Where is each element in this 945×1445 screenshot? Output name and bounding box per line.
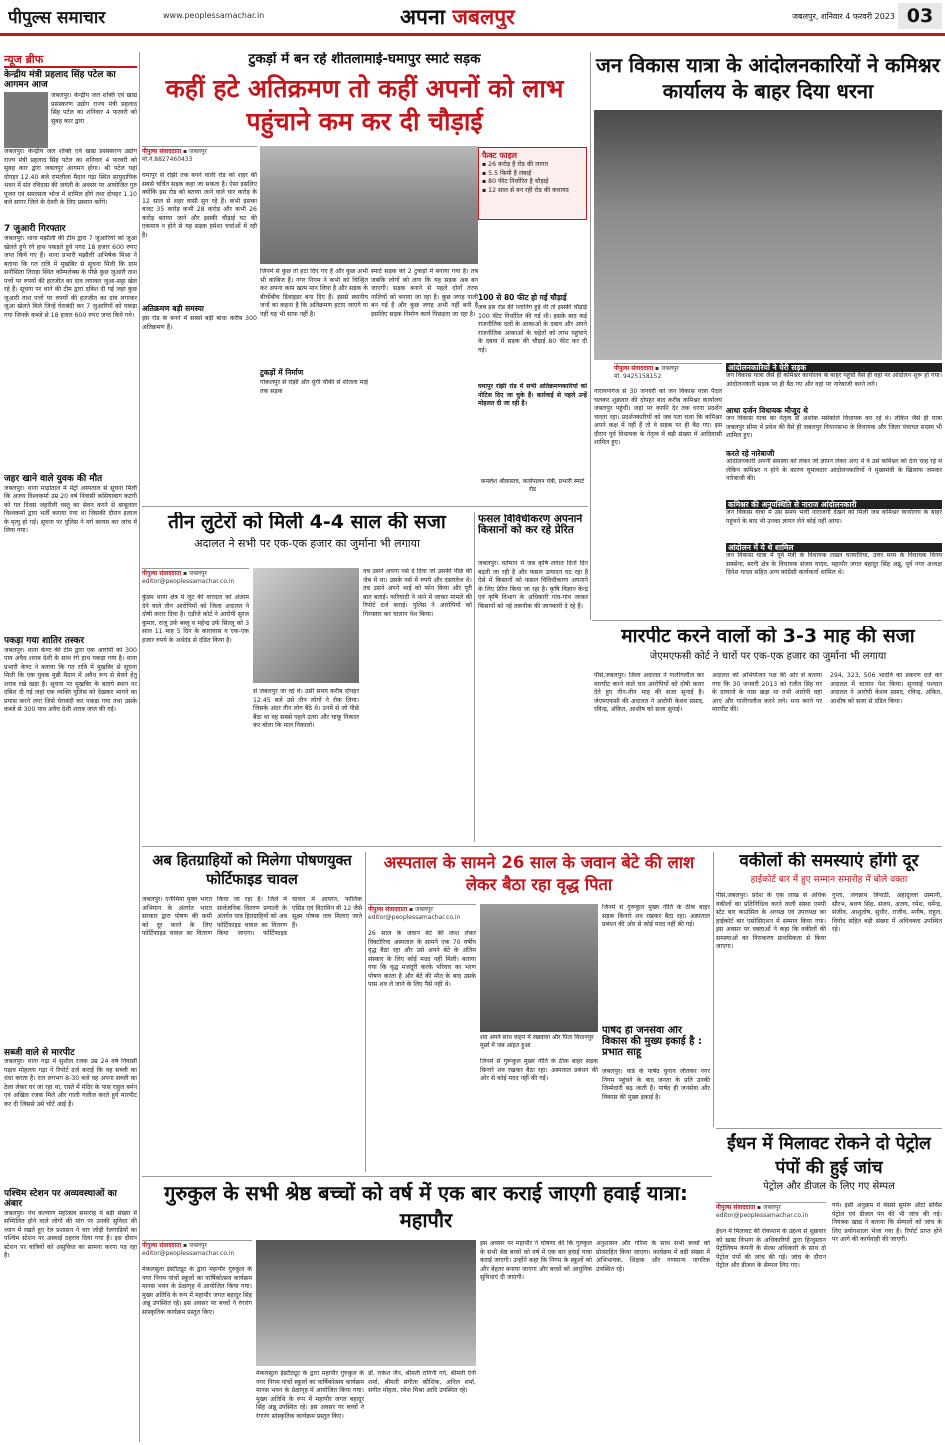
fact-item: ▪ 12 साल से बन रही रोड की कवायद (482, 186, 569, 194)
story-text: पीसं,जबलपुर। जिला अदालत ने गालीगलौज कर मारपीट करने वाले चार आरोपियों को दोषी करार देते हुए तीन-तीन माह की सजा सुनाई है। जेएमएफसी की अदालत ने आरोपी केशव प्रसाद, रविन्द्र, अंकित, आशीष को सजा सुनाई। (594, 672, 704, 713)
story-text: गुप्ता, जगन्नाथ त्रिपाठी, अहादुल्ला उस्मानी, सौरभ, श्रवण सिंह, संजय, अजय, रमेश, धर्मेन्द्र, संजीव, आशुतोष, सुधीर, राजीव, मनीष, राहुल, विनोद सहित बड़ी संख्या में अधिवक्ता उपस्थित रहे। (832, 892, 942, 933)
gavel-image (253, 568, 359, 683)
story-text: जन विकास यात्रा में पूर्व मंत्री के विधायक लखन घनघोरिया, उत्तर मध्य के विधायक विनय सक्सेना, बरगी क्षेत्र के विधायक संजय यादव, महापौर जगत बहादुर सिंह अन्नू, पूर्व नगर अध्यक्ष दिनेश यादव सहित अन्य कांग्रेसी कार्यकर्ता शामिल थे। (726, 552, 942, 576)
photo-caption: शव अपने साथ वाहन में रखवाया और पिता विधानपुर मूर्छा में जब आहत हुआ (480, 1034, 594, 1049)
story-text: जन विकास यात्रा का नेतृत्व डॉ अशोक मर्सकोले विधायक कर रहे थे। लेकिन जैसे ही यात्रा जबलपुर सीमा में प्रवेश की वैसे ही जबलपुर विधानसभा के विधायक और जिला पंचायत सदस्य भी शामिल हुए। (726, 415, 942, 439)
brief-title: पश्चिम स्टेशन पर अव्यवस्थाओं का अंबार (4, 1189, 117, 1210)
story-hospital-father (368, 852, 710, 1174)
story-subhead: पार्षद ही जनसेवा और विकास की मुख्य इकाई है : प्रभात साहू (602, 1026, 702, 1058)
story-byline: पीपुल्स संवाददाता ▪ जबलपुर मो.नं.8827460433 (142, 146, 257, 168)
byline-email[interactable]: editor@peoplessamachar.co.in (142, 1250, 235, 1257)
fact-item: ▪ 80 फीट निर्धारित है चौड़ाई (482, 178, 549, 185)
brief-title: जहर खाने वाले युवक की मौत (4, 474, 103, 485)
story-byline: पीपुल्स संवाददाता ▪ जबलपुर editor@peoplessamachar.co.in (368, 904, 476, 926)
byline-email[interactable]: editor@peoplessamachar.co.in (142, 578, 235, 585)
story-text: स्मार्ट सड़क को 2 टुकड़ों में बनाया गया है। तब जबकि लोगों को लगा कि यह सड़क अब बन जाएगी। सड़क बनाने से पहले दोनों तरफ नालियों को बनाया जा रहा है। कुछ जगह नाली बन गई है और कुछ जगह अभी नहीं बनी है इसलिए सड़क निर्माण कार्य पिछड़ता जा रहा है। (371, 268, 478, 318)
byline-city: जबलपुर (763, 1204, 781, 1211)
story-subhead: आंदोलन में ये थे शामिल (726, 543, 942, 552)
story-headline: जन विकास यात्रा के आंदोलनकारियों ने कमिश्नर कार्यालय के बाहर दिया धरना (596, 53, 940, 103)
story-deck: हाईकोर्ट बार में हुए सम्मान समारोह में बोले वक्ता (750, 875, 908, 885)
brief-title: केन्द्रीय मंत्री प्रहलाद सिंह पटेल का आगमन आज (4, 70, 116, 90)
brief-text-head: जबलपुर। केन्द्रीय जल शक्ति एवं खाद्य प्रसंस्करण उद्योग राज्य मंत्री प्रहलाद सिंह पटेल का शनिवार 4 फरवरी को सुबह कार द्वारा (51, 92, 137, 125)
event-photo (256, 1240, 476, 1366)
story-text: जिनमें से गुरूकुल मुख्य नीति के ठीक बाहर सड़क किनारे शव रखकर बैठा रहा। अस्पताल प्रबंधन की ओर से कोई मदद नहीं की गई। (480, 1058, 598, 1082)
story-text: से जबलपुर जा रहे थे। उसी समय करीब दोपहर 12.45 बजे उसे तीन लोगों ने रोक लिया। जिसके अंदर तीन लोग बैठे थे। उनमें से जो पीछे बैठा था वह सबसे पहले उतरा और चाकू निकाल कर बोला कि माल निकालो। (253, 688, 359, 729)
fact-text: जब इस रोड की प्लानिंग हुई थी तो इसकी चौड़ाई 100 फीट निर्धारित की गई थी। इसके बाद कई राजनीतिक दलों के आकाओं के दबाव और अपने राजनीतिक आकाओं के चहेतों को लाभ पहुंचाने के दबाव में सड़क की चौड़ाई 80 फीट कर दी गई। (478, 304, 587, 354)
fact-item: ▪ 5.5 किमी है लंबाई (482, 169, 532, 177)
story-text: घमापुर से रांझी तक बनने वाली रोड को शहर की सबसे चर्चित सड़क कहा जा सकता है। ऐसा इसलिए क्योंकि इस रोड को बताया जाने वाले चार करोड़ के 12 साल से शहर वासी सुन रहे हैं। कभी इसका बजट 35 करोड़ कभी 28 करोड़ और कभी 26 करोड़ बताया जाने और इसकी चौड़ाई घट की एकमात्र न होने से यह सड़क हमेशा चर्चाओं में रही है। (142, 172, 257, 239)
story-fortified-rice (142, 852, 362, 1174)
story-text: जबलपुर। वार्ड के पार्षद चुनाव जीतकर नगर निगम पहुंचने के बाद जनता के प्रति उनकी जिम्मेदारी बढ़ जाती है। पार्षद ही जनसेवा और विकास की मुख्य इकाई है। (602, 1068, 710, 1101)
story-headline: अस्पताल के सामने 26 साल के जवान बेटे की लाश लेकर बैठा रहा वृद्ध पिता (383, 853, 695, 894)
byline-mobile: मो.नं.8827460433 (142, 156, 193, 163)
brief-text: जबलपुर। थाना केण्ट की टीम द्वारा एक आरोपी को 300 पाव अवैध शराब देशी के साथ रंगे हाथ पकड़ा गया है। थाना प्रभारी केण्ट ने बताया कि गत रात्रि में मुखबिर से सूचना मिली कि एक युवक मुन्नी मैदान में अवैध रूप से बेचने हेतु शराब रखे खड़ा है। सूचना पर मुखबिर के बताये स्थान पर दबिश दी गई जहां एक व्यक्ति पुलिस को देखकर भागने का प्रयास करने लगा जिसे घेराबंदी कर पकड़ा गया तथा उसके कब्जे से 300 पाव अवैध देशी शराब जप्त की गई। (4, 646, 137, 714)
brief-text: जबलपुर। थाना मझौली की टीम द्वारा 7 जुआरियों को जुआ खेलते हुये रंगे हाथ पकड़ते हुये नगद 18 हजार 600 रुपए जप्त किये गए हैं। थाना प्रभारी मझौली अभिषेक मिश्रा ने बताया कि गत रात्रि में मुखबिर से सूचना मिली कि ग्राम सनौसिता तिराहा स्थित कॉम्पलेक्स के पीछे कुछ जुआरी ताश पत्तों पर रुपयों की हारजीत का दाव लगाकर जुआ-सट्टा खेल रहे हैं। सूचना पर थाने की टीम द्वारा दबिश दी गई जहां कुछ जुआरी ताश पत्तों पर रुपयों की हारजीत का दांव लगाकर जुआ खेलते मिले जिन्हें घेराबंदी कर 7 जुआरियों को पकड़ा गया जिनके कब्जे से 18 हजार 600 रुपए जप्त किये गये। (4, 235, 137, 319)
story-headline: वकीलों की समस्याएं होंगी दूर (739, 852, 919, 871)
byline-city: जबलपुर (661, 365, 679, 372)
brief-title: 7 जुआरी गिरफ्तार (4, 224, 66, 235)
section-city: जबलपुर (452, 5, 515, 29)
story-lawyers (716, 852, 942, 1126)
brief-text: जबलपुर। पंच कल्याण महोत्सव समारोह में बड़ी संख्या में सम्मिलित होने वाले लोगों की मांग पर उनकी सुविधा की ध्यान में रखते हुए रेल प्रशासन ने चार जोड़ी रेलगाड़ियों का पश्चिम स्टेशन पर अस्थाई ठहराव दिया गया है। इस दौरान स्टेशन पर यात्रियों को असुविधा का सामना करना पड़ रहा है। (4, 1209, 137, 1260)
protest-photo (594, 110, 942, 360)
story-text: तब उसने अपना पर्स दे दिया जो उसकी पीछे की जेब में था। उसके पर्स में रुपये और दस्तावेज थे। तब उसने अपने भाई को फोन किया और पूरी बात बताई। फरियादी ने थाने में जाकर मामले की रिपोर्ट दर्ज कराई। पुलिस ने आरोपियों को गिरफ्तार कर चालान पेश किया। (363, 568, 472, 618)
story-jan-vikas-yatra (594, 52, 942, 618)
story-subhead: अतिक्रमण बड़ी समस्या (142, 304, 204, 313)
byline-org: पीपुल्स संवाददाता (142, 570, 182, 577)
byline-city: जबलपुर (415, 906, 433, 913)
side-box (726, 363, 942, 613)
byline-city: जबलपुर (189, 570, 207, 577)
story-crop-diversification (478, 514, 588, 840)
story-deck: पेट्रोल और डीजल के लिए गए सेम्पल (763, 1181, 895, 1192)
story-text: इस अवसर पर महापौर ने घोषणा की कि गुरुकुल के सभी श्रेष्ठ बच्चों को वर्ष में एक बार हवाई यात्रा कराई जाएगी। उन्होंने कहा कि निगम के स्कूलों को और बेहतर बनाया जाएगा और बच्चों को आधुनिक सुविधाएं दी जाएंगी। (480, 1240, 592, 1281)
masthead (0, 0, 945, 50)
news-brief-sidebar (4, 52, 137, 1442)
story-text: जबलपुर। एनीमिया मुक्त भारत अभियान के अंतर्गत भारत सरकार द्वारा पोषण की कमी को दूर करने के लिए फोर्टिफाइड चावल का वितरण किया जा रहा है। जिले में सार्वजनिक वितरण प्रणाली के अंतर्गत पात्र हितग्राहियों को अब फोर्टिफाइड चावल का वितरण किया जाएगा। फोर्टिफाइड चावल में आयरन, फोलिक एसिड एवं विटामिन बी 12 जैसे सूक्ष्म पोषक तत्व मिलाए जाते हैं। (142, 896, 362, 937)
byline-mobile: मो. 9425158152 (614, 373, 662, 380)
byline-city: जबलपुर (189, 1242, 207, 1249)
story-headline: कहीं हटे अतिक्रमण तो कहीं अपनों को लाभ पहुंचाने कम कर दी चौड़ाई (165, 74, 564, 136)
story-deck: जेएमएफसी कोर्ट ने चारों पर एक-एक हजार का जुर्माना भी लगाया (649, 651, 887, 662)
byline-city: जबलपुर (189, 148, 207, 155)
page-number: 03 (898, 3, 942, 29)
brief-title: पकड़ा गया शातिर तस्कर (4, 635, 85, 646)
masthead-rule (0, 33, 945, 36)
father-photo (480, 904, 598, 1032)
byline-org: पीपुल्स संवाददाता (368, 906, 408, 913)
byline-org: पीपुल्स संवाददाता (716, 1204, 756, 1211)
story-subhead: आंदोलनकारियों ने घेरी सड़क (726, 363, 942, 372)
story-deck: अदालत ने सभी पर एक-एक हजार का जुर्माना भी लगाया (194, 537, 420, 550)
dateline: जबलपुर, शनिवार 4 फरवरी 2023 (792, 12, 895, 21)
fact-subhead: 100 से 80 फीट हो गई चौड़ाई (478, 293, 567, 302)
story-robbers-sentenced (142, 512, 472, 842)
story-subhead: टुकड़ों में निर्माण (260, 368, 304, 377)
story-byline: पीपुल्स संवाददाता ▪ जबलपुर मो. 9425158152 (614, 363, 722, 385)
story-subhead: कमिश्नर की अनुपस्थिति से नाराज आंदोलनकारी (726, 500, 942, 509)
story-text: गोकलपुर से रांझी और चुंगी चौकी से शीतला माई तक सड़क (260, 379, 368, 395)
story-headline: ईंधन में मिलावट रोकने दो पेट्रोल पंपों की हुई जांच (727, 1134, 931, 1178)
fact-quote: घमापुर रांझी रोड में सभी अतिक्रमणकारियों को नोटिस दिए जा चुके हैं। कार्रवाई से पहले उन्हें मोहलत दी जा रही है। (478, 383, 587, 407)
byline-org: पीपुल्स संवाददाता (142, 148, 182, 155)
section-title (400, 3, 550, 29)
story-kicker: टुकड़ों में बन रहे शीतलामाई-घमापुर स्मार्ट सड़क (248, 52, 481, 67)
story-text: अनुशासन और गरिमा के साथ सभी बच्चों को प्रोत्साहित किया जाएगा। कार्यक्रम में बड़ी संख्या में अभिभावक, शिक्षक और गणमान्य नागरिक उपस्थित रहे। (596, 1240, 710, 1273)
fact-item: ▪ 26 करोड़ है रोड की लागत (482, 161, 548, 168)
story-text: अदालत को अभियोजन पक्ष की ओर से बताया गया कि 30 जनवरी 2013 को रंजीत सिंह घर के दरवाजे के पास खड़ा था तभी आरोपी वहां आए और गालीगलौज करने लगे। मना करने पर मारपीट की। (712, 672, 822, 713)
story-text: जबलपुर। वर्तमान में जब कृषि लागत दिनों दिन बढ़ती जा रही है और फसल उत्पादन घट रहा है ऐसे में किसानों को फसल विविधीकरण अपनाने के लिए प्रेरित किया जा रहा है। कृषि विज्ञान केन्द्र एवं कृषि विभाग के अधिकारी गांव-गांव जाकर किसानों को नई तकनीक की जानकारी दे रहे हैं। (478, 560, 588, 610)
fact-quote-sign: कमलेश श्रीवास्तव, कार्यपालन यंत्री, प्रभारी स्मार्ट रोड (480, 478, 585, 493)
story-text: जिनमें से गुरूकुल मुख्य नीति के ठीक बाहर सड़क किनारे शव रखकर बैठा रहा। अस्पताल प्रबंधन की ओर से कोई मदद नहीं की गई। (602, 904, 710, 928)
story-byline: पीपुल्स संवाददाता ▪ जबलपुर editor@peoplessamachar.co.in (142, 568, 249, 590)
story-text: आंदोलनकारी अपनी समस्या को लेकर जो ज्ञापन लेकर आए थे वे उसे कमिश्नर को देना चाह रहे थे लेकिन कमिश्नर न होने के कारण घुमावदार आंदोलनकारियों ने मुख्यमंत्री के खिलाफ जमकर नारेबाजी की। (726, 458, 942, 482)
sidebar-label: न्यूज ब्रीफ (4, 52, 137, 68)
story-text: कुंडम थाना क्षेत्र में लूट की वारदात को अंजाम देने वाले तीन आरोपियों को जिला अदालत ने दोषी करार दिया है। एडीजे कोर्ट ने आरोपी सुरज कुमार, राजू उर्फ बब्लू व महेन्द्र उर्फ सिल्लू को 3 साल 11 माह 5 दिन के कारावास व एक-एक हजार रुपये के अर्थदंड से दंडित किया है। (142, 594, 249, 644)
minister-photo (4, 92, 48, 148)
fact-file-title: फैक्ट फाइल (482, 151, 517, 160)
story-headline: तीन लुटेरों को मिली 4-4 साल की सजा (168, 512, 446, 533)
story-subhead: आधा दर्जन विधायक मौजूद थे (726, 406, 808, 415)
story-text: गये। इसी अनुक्रम में मेसर्स सुमेरू ऑटो सर्विस पेट्रोल एवं डीजल पंप की भी जांच की गई। नियंत्रक खाद्य ने बताया कि सेम्पलों को जांच के लिए प्रयोगशाला भेजा गया है। रिपोर्ट प्राप्त होने पर आगे की कार्यवाही की जाएगी। (832, 1202, 942, 1243)
story-text: ईंधन में मिलावट की रोकथाम के उद्देश्य से शुक्रवार को खाद्य विभाग के अधिकारियों द्वारा हिन्दुस्तान पेट्रोलियम कंपनी के सेल्स अधिकारी के साथ दो पेट्रोल पंपों की जांच की गई। जांच के दौरान पेट्रोल और डीजल के सेम्पल लिए गए। (716, 1228, 826, 1269)
fact-file-box (478, 147, 587, 220)
story-headline: गुरुकुल के सभी श्रेष्ठ बच्चों को वर्ष में एक बार कराई जाएगी हवाई यात्रा: महापौर (164, 1181, 688, 1232)
story-subhead: करते रहे नारेबाजी (726, 449, 775, 458)
byline-email[interactable]: editor@peoplessamachar.co.in (716, 1212, 809, 1219)
story-text: मेकलसुता इंस्टीट्यूट के द्वारा महापौर गुरुकुल के नगर निगम पांचों स्कूलों का वार्षिकोत्सव कार्यक्रम मानस भवन के प्रेक्षागृह में आयोजित किया गया। मुख्य अतिथि के रूप में महापौर जगत बहादुर सिंह अन्नू उपस्थित रहे। इस अवसर पर बच्चों ने रंगारंग सांस्कृतिक कार्यक्रम प्रस्तुत किए। (256, 1370, 364, 1420)
paper-logo: पीपुल्स समाचार (8, 8, 106, 27)
brief-text: जबलपुर। केन्द्रीय जल शक्ति एवं खाद्य प्रसंस्करण उद्योग राज्य मंत्री प्रहलाद सिंह पटेल का शनिवार 4 फरवरी को सुबह कार द्वारा जबलपुर आगमन होगा। श्री पटेल यहां दोपहर 12.40 बजे रामलीला मैदान गढ़ा स्थित सामुदायिक भवन में संत रविदास की जयंती के अवसर पर आयोजित गुरु पूजन एवं समरसता भोज में शामिल होंगे तथा दोपहर 1.10 बजे सागर जिले के देवरी के लिए प्रस्थान करेंगे। (4, 148, 137, 207)
story-text: जन विकास यात्रा जैसे ही कमिश्नर कार्यालय के बाहर पहुंची वैसे ही वहां पर आंदोलन शुरू हो गया। आंदोलनकारी सड़क पर ही बैठ गए और वहां पर नारेबाजी करने लगे। (726, 372, 942, 388)
byline-email[interactable]: editor@peoplessamachar.co.in (368, 914, 461, 921)
story-headline: अब हितग्राहियों को मिलेगा पोषणयुक्त फोर्टिफाइड चावल (152, 853, 352, 888)
story-text: 294, 323, 506 भादंवि का प्रकरण दर्ज कर अदालत में चालान पेश किया। सुनवाई पश्चात अदालत ने आरोपी केशव प्रसाद, रविन्द्र, अंकित, आशीष को सजा से दंडित किया। (830, 672, 942, 705)
brief-title: सब्जी वाले से मारपीट (4, 1047, 75, 1058)
story-text: जन विकास यात्रा में उस समय भारी नाराजगी देखने को मिली जब कमिश्नर कार्यालय के बाहर पहुंचने के बाद भी उनका ज्ञापन लेने कोई नहीं आया। (726, 509, 942, 525)
paper-url[interactable]: www.peoplessamachar.in (163, 11, 265, 20)
story-text: 26 साल के जवान बेटे की लाश लेकर विक्टोरिया अस्पताल के सामने एक 70 वर्षीय वृद्ध बैठा रहा और उसे अपने बेटे के अंतिम संस्कार के लिए कोई मदद नहीं मिली। बताया गया कि वृद्ध मजदूरी करके परिवार का भरण पोषण करता है और बेटे की मौत के बाद उसके पास शव ले जाने के लिए पैसे नहीं थे। (368, 930, 476, 988)
story-byline: पीपुल्स संवाददाता ▪ जबलपुर editor@peoplessamachar.co.in (142, 1240, 252, 1262)
story-headline: मारपीट करने वालों को 3-3 माह की सजा (621, 626, 915, 647)
story-text: मेकलसुता इंस्टीट्यूट के द्वारा महापौर गुरुकुल के नगर निगम पांचों स्कूलों का वार्षिकोत्सव कार्यक्रम मानस भवन के प्रेक्षागृह में आयोजित किया गया। मुख्य अतिथि के रूप में महापौर जगत बहादुर सिंह अन्नू उपस्थित रहे। इस अवसर पर बच्चों ने रंगारंग सांस्कृतिक कार्यक्रम प्रस्तुत किए। (142, 1266, 252, 1316)
byline-org: पीपुल्स संवाददाता (142, 1242, 182, 1249)
story-text: नारायणगंज से 30 जनवरी को जन विकास यात्रा पैदल चलकर शुक्रवार की दोपहर बाद करीब कमिश्नर कार्यालय जबलपुर पहुंची। जहां पर काफी देर तक धरना प्रदर्शन चलता रहा। प्रदर्शनकारियों को जब पता चला कि कमिश्नर अपने कक्ष में नहीं हैं तो वे सड़क पर ही बैठ गए। इस दौरान पूर्व विधायक के नेतृत्व में बड़ी संख्या में आदिवासी शामिल हुए। (594, 388, 722, 446)
story-text: इस रोड के बनने में सबसे बड़ी बाधा करीब 300 अतिक्रमण हैं। (142, 315, 257, 331)
byline-org: पीपुल्स संवाददाता (614, 365, 654, 372)
story-assault-sentenced (594, 626, 942, 842)
photo-caption: डॉ. राकेश जैन, श्रीमती रागिनी गर्ग, श्रीमती ऐनी शर्मा, श्रीमती संगीता कौशिक, अनिल शर्मा, संगीत मोहता, रमेश मिश्रा आदि उपस्थित रहे। (368, 1370, 476, 1394)
brief-text: जबलपुर। थाना गढ़ा में सुशील रजक उम्र 24 वर्ष निवासी पड़ाव मोहल्ला गढ़ा ने रिपोर्ट दर्ज कराई कि वह सब्जी का धंधा करता है। रात लगभग 8-30 बजे वह अपना सब्जी का ठेला लेकर घर जा रहा था, रास्ते में मंदिर के पास राहुल बर्मन एवं अखिल रजक मिले और गाली गलौज करते हुये मारपीट कर दी जिससे उसे चोटें आई हैं। (4, 1058, 137, 1108)
story-text: जिनमें से कुछ तो हटा दिए गए हैं और कुछ अभी भी काबिज हैं। नगर निगम ने कभी को चिन्हित कर अपना काम खत्म मान लिया है और सड़क के बीचोंबीच डिवाइडर बना दिए हैं। इससे स्थानीय जनों का कहना है कि अतिक्रमण हटाए जाएंगे या नहीं यह भी साफ नहीं है। (260, 268, 368, 318)
story-fuel-adulteration (716, 1132, 942, 1442)
brief-text: जबलपुर। थाना माढ़ोताल में मेट्रो अस्पताल से सूचना मिली कि अजय विश्वकर्मा उम्र 20 वर्ष निवासी कसियाबाग कटंगी को गत दिवस जहरीली वस्तु का सेवन करने से बाबूलाल विश्वकर्मा द्वारा भर्ती कराया गया था जिसकी दौरान इलाज के मृत्यु हो गई। सूचना पर पुलिस ने मर्ग कायम कर जांच में लिया गया। (4, 484, 137, 535)
story-gurukul (142, 1180, 710, 1442)
story-text: पीसं,जबलपुर। प्रदेश के एक लाख से अधिक वकीलों का प्रतिनिधित्व करने वाली संस्था एमपी स्टेट बार काउंसिल के अध्यक्ष एवं उपाध्यक्ष का हाईकोर्ट बार एसोसिएशन में सम्मान किया गया। इस अवसर पर वक्ताओं ने कहा कि वकीलों की समस्याओं का निराकरण प्राथमिकता से किया जाएगा। (716, 892, 826, 950)
story-byline: पीपुल्स संवाददाता ▪ जबलपुर editor@peoplessamachar.co.in (716, 1202, 826, 1224)
section-prefix: अपना (400, 5, 446, 29)
story-headline: फसल विविधीकरण अपनाने किसानों को कर रहे प्रेरित (478, 514, 583, 537)
road-photo (260, 146, 478, 264)
